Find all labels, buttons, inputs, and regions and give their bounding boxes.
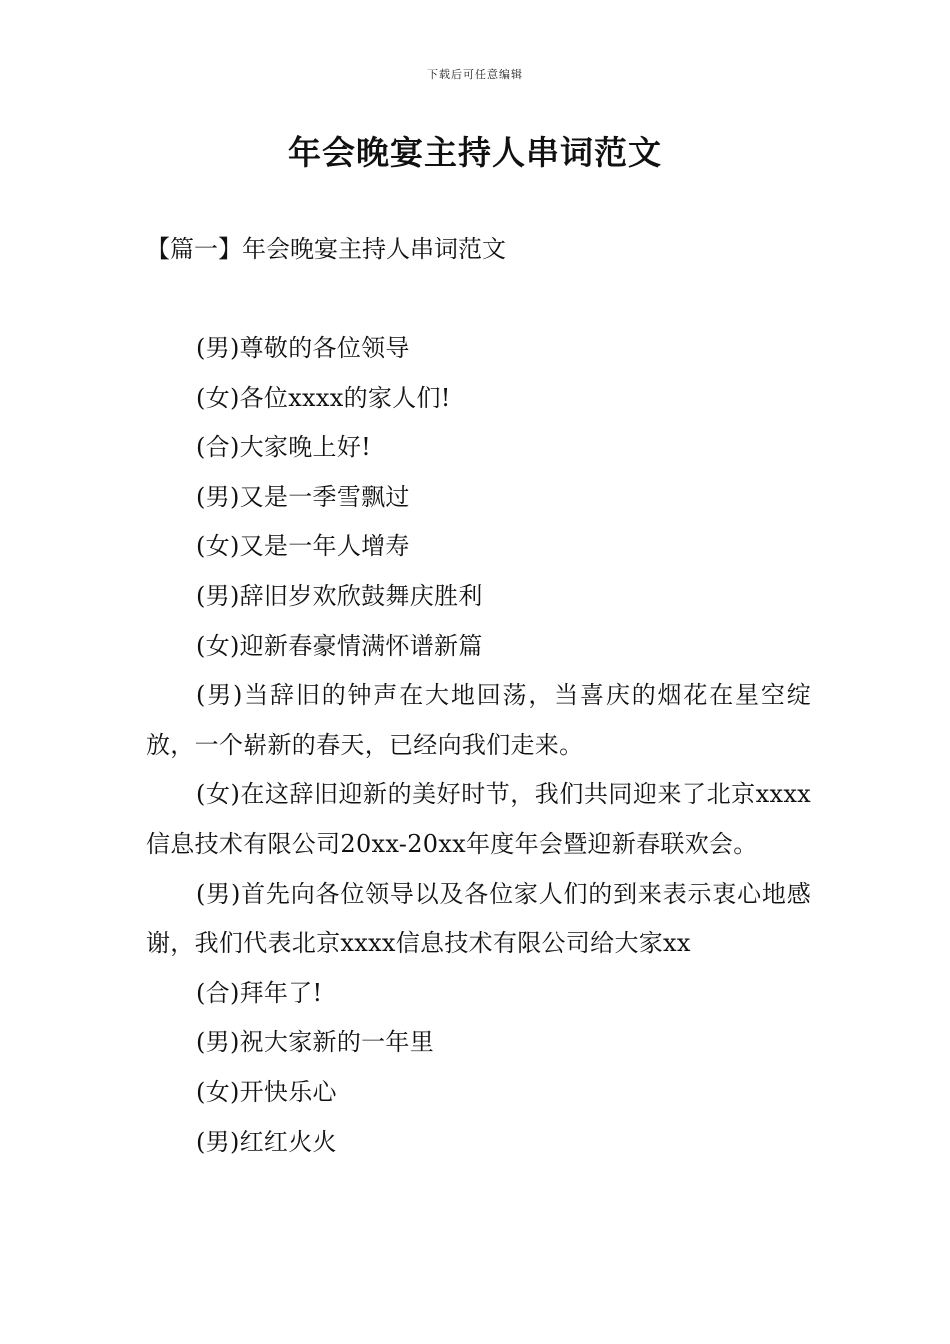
paragraph: (男)红红火火 xyxy=(196,1127,337,1156)
paragraph: (男)尊敬的各位领导 xyxy=(196,334,410,362)
document-title: 年会晚宴主持人串词范文 xyxy=(288,133,662,172)
paragraph: (男)首先向各位领导以及各位家人们的到来表示衷心地感谢，我们代表北京xxxx信息技术有限公司给大家xx xyxy=(146,879,811,958)
paragraph: (女)开快乐心 xyxy=(196,1077,337,1106)
paragraph: (男)又是一季雪飘过 xyxy=(196,482,410,511)
paragraph: (男)当辞旧的钟声在大地回荡，当喜庆的烟花在星空绽放，一个崭新的春天，已经向我们走来。 xyxy=(146,681,811,759)
section-heading: 【篇一】年会晚宴主持人串词范文 xyxy=(146,235,506,263)
header-note: 下载后可任意编辑 xyxy=(427,68,523,81)
paragraph: (合)大家晚上好! xyxy=(196,433,372,462)
paragraph: (女)各位xxxx的家人们! xyxy=(196,383,451,412)
paragraph: (女)在这辞旧迎新的美好时节，我们共同迎来了北京xxxx信息技术有限公司20xx-20xx年度年会暨迎新春联欢会。 xyxy=(146,780,811,858)
paragraph: (合)拜年了! xyxy=(196,978,323,1007)
paragraph: (男)祝大家新的一年里 xyxy=(196,1028,435,1057)
paragraph: (女)又是一年人增寿 xyxy=(196,532,410,561)
paragraph: (女)迎新春豪情满怀谱新篇 xyxy=(196,631,483,660)
paragraph: (男)辞旧岁欢欣鼓舞庆胜利 xyxy=(196,581,483,610)
document-body xyxy=(146,324,811,1167)
